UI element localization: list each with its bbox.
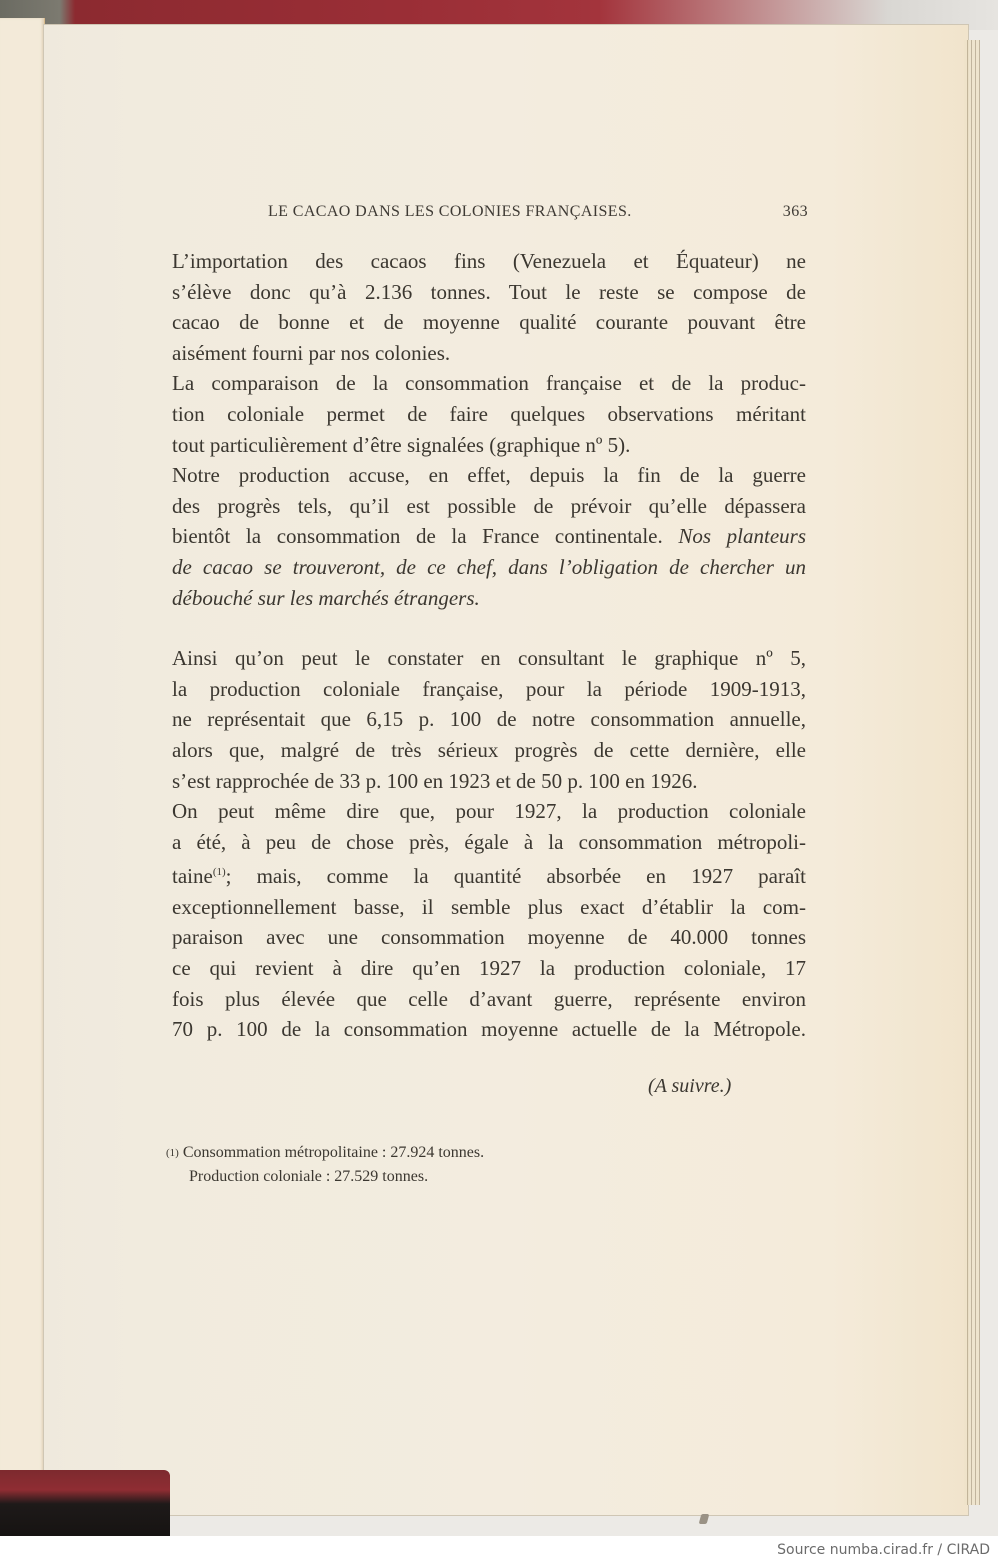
- paragraph: [172, 246, 806, 368]
- paragraph: [172, 460, 806, 613]
- text-line: s’élève donc qu’à 2.136 tonnes. Tout le reste se compose de: [172, 279, 806, 304]
- text-line: cacao de bonne et de moyenne qualité courante pouvant être: [172, 310, 806, 335]
- to-be-continued: (A suivre.): [648, 1075, 732, 1097]
- paragraph-gap: [172, 613, 806, 643]
- page-stack-edges: [964, 40, 980, 1505]
- book-cover-bottom: [0, 1470, 170, 1536]
- paragraph: [172, 643, 806, 796]
- footnote: [166, 1141, 666, 1189]
- text-run: bientôt la consommation de la France continentale.: [172, 524, 663, 549]
- text-line: exceptionnellement basse, il semble plus exact d’établir la com-: [172, 894, 806, 919]
- text-line: La comparaison de la consommation française et de la produc-: [172, 371, 806, 396]
- paragraph: [172, 368, 806, 460]
- page-number: 363: [782, 203, 808, 220]
- text-line: L’importation des cacaos fins (Venezuela et Équateur) ne: [172, 249, 806, 273]
- text-line: a été, à peu de chose près, égale à la consommation métropoli-: [172, 829, 806, 854]
- running-title: LE CACAO DANS LES COLONIES FRANÇAISES.: [268, 203, 632, 220]
- text-line: aisément fourni par nos colonies.: [172, 340, 451, 365]
- text-line: fois plus élevée que celle d’avant guerre, représente environ: [172, 986, 806, 1011]
- text-line: 70 p. 100 de la consommation moyenne actuelle de la Métropole.: [172, 1017, 806, 1042]
- text-line: tion coloniale permet de faire quelques observations méritant: [172, 401, 806, 426]
- body-text: [172, 246, 806, 1045]
- text-line: s’est rapprochée de 33 p. 100 en 1923 et de 50 p. 100 en 1926.: [172, 768, 698, 793]
- text-run: taine: [172, 864, 213, 889]
- footnote-text: Consommation métropolitaine : 27.924 tonnes.: [182, 1144, 485, 1161]
- footnote-line: [166, 1141, 666, 1165]
- text-line: Ainsi qu’on peut le constater en consultant le graphique nº 5,: [172, 646, 806, 671]
- italic-run: Nos planteurs: [678, 524, 806, 549]
- text-line: On peut même dire que, pour 1927, la production coloniale: [172, 799, 806, 824]
- text-line: Notre production accuse, en effet, depuis la fin de la guerre: [172, 463, 806, 488]
- text-line: des progrès tels, qu’il est possible de prévoir qu’elle dépassera: [172, 493, 806, 518]
- text-line: paraison avec une consommation moyenne de 40.000 tonnes: [172, 925, 806, 950]
- text-line: ce qui revient à dire qu’en 1927 la production coloniale, 17: [172, 956, 806, 981]
- text-line: alors que, malgré de très sérieux progrès de cette dernière, elle: [172, 737, 806, 762]
- footnote-line: Production coloniale : 27.529 tonnes.: [189, 1168, 429, 1185]
- text-line: [172, 521, 806, 552]
- text-run: ; mais, comme la quantité absorbée en 1927 paraît: [225, 864, 806, 889]
- source-caption: Source numba.cirad.fr / CIRAD: [777, 1542, 990, 1558]
- footnote-reference[interactable]: (1): [212, 866, 226, 879]
- text-line: [172, 857, 806, 892]
- paragraph: [172, 796, 806, 1045]
- facing-page-edge: [0, 18, 45, 1488]
- text-line: ne représentait que 6,15 p. 100 de notre consommation annuelle,: [172, 707, 806, 732]
- text-line: tout particulièrement d’être signalées (graphique nº 5).: [172, 432, 631, 457]
- italic-line: de cacao se trouveront, de ce chef, dans l’obligation de chercher un: [172, 554, 806, 579]
- italic-line: débouché sur les marchés étrangers.: [172, 585, 480, 610]
- text-line: la production coloniale française, pour la période 1909-1913,: [172, 676, 806, 701]
- footnote-marker: (1): [166, 1147, 179, 1159]
